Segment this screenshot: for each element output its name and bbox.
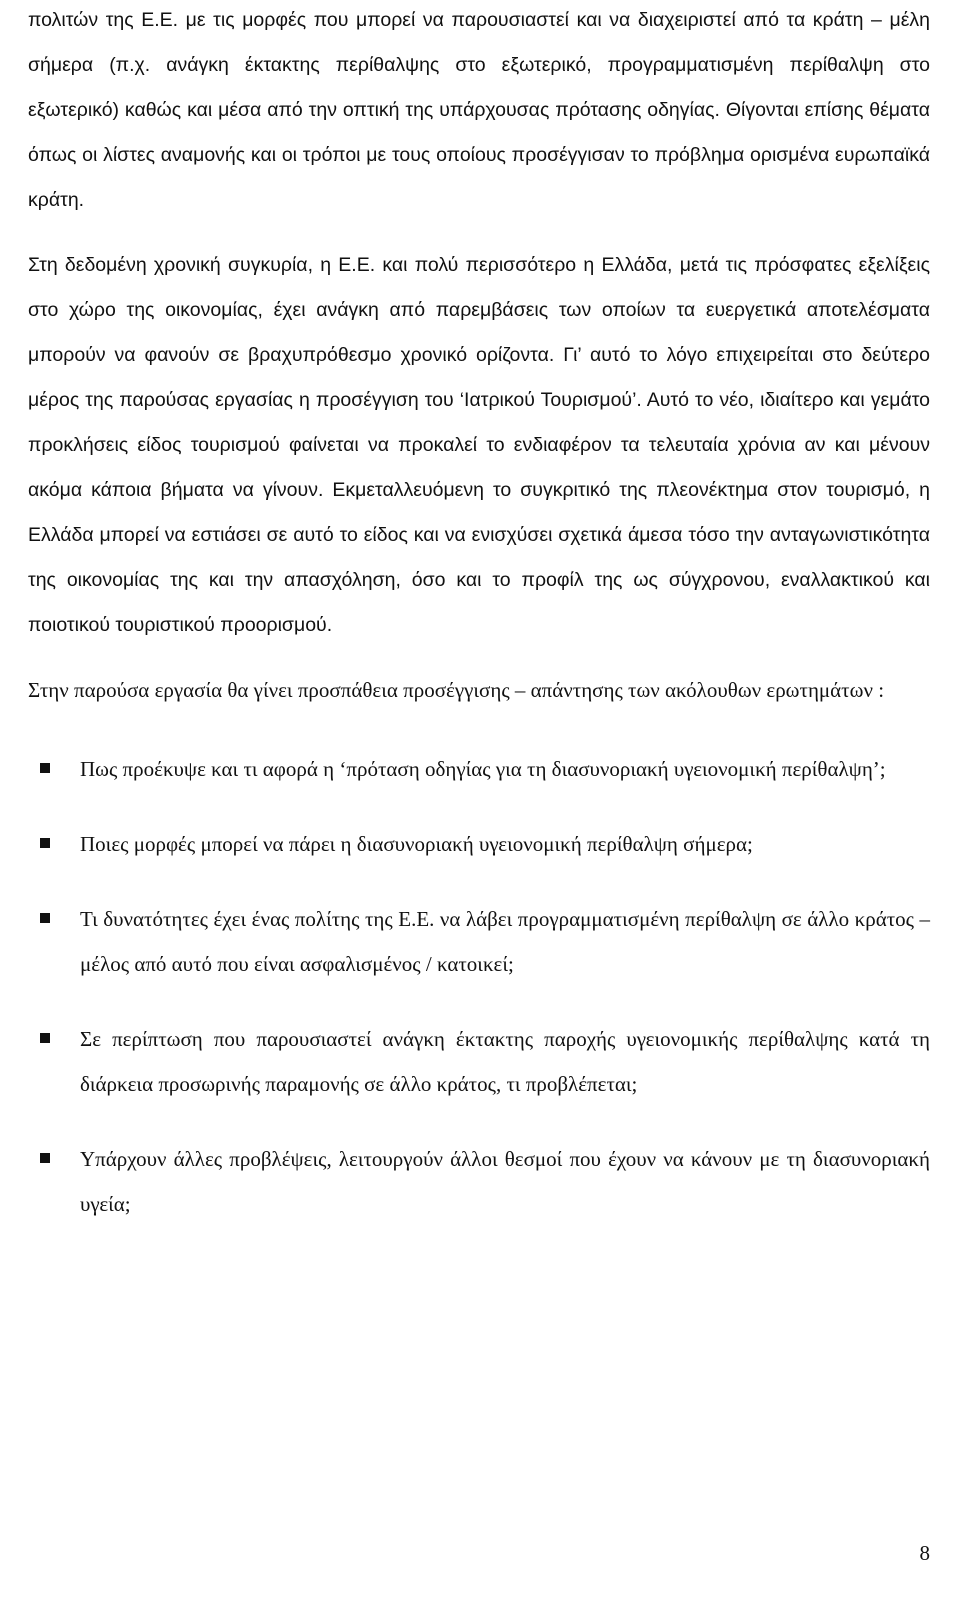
page-number: 8 xyxy=(919,1541,930,1565)
square-bullet-icon xyxy=(40,838,50,848)
paragraph-intro: πολιτών της Ε.Ε. με τις μορφές που μπορεί να παρουσιαστεί και να διαχειριστεί από τα κράτη – μέλη σήμερα (π.χ. ανάγκη έκτακτης περίθαλψης στο εξωτερικό, προγραμματισμένη περίθαλψη στο εξωτερικό) καθώς και μέσα από την οπτική της υπάρχουσας πρότασης οδηγίας. Θίγονται επίσης θέματα όπως οι λίστες αναμονής και οι τρόποι με τους οποίους προσέγγισαν το πρόβλημα ορισμένα ευρωπαϊκά κράτη. xyxy=(28,9,930,211)
question-text: Ποιες μορφές μπορεί να πάρει η διασυνοριακή υγειονομική περίθαλψη σήμερα; xyxy=(80,832,753,856)
square-bullet-icon xyxy=(40,763,50,773)
list-item xyxy=(28,1137,930,1227)
square-bullet-icon xyxy=(40,1153,50,1163)
paragraph-medical-tourism: Στη δεδομένη χρονική συγκυρία, η Ε.Ε. και πολύ περισσότερο η Ελλάδα, μετά τις πρόσφατες εξελίξεις στο χώρο της οικονομίας, έχει ανάγκη από παρεμβάσεις των οποίων τα ευεργετικά αποτελέσματα μπορούν να φανούν σε βραχυπρόθεσμο χρονικό ορίζοντα. Γι’ αυτό το λόγο επιχειρείται στο δεύτερο μέρος της παρούσας εργασίας η προσέγγιση του ‘Ιατρικού Τουρισμού’. Αυτό το νέο, ιδιαίτερο και γεμάτο προκλήσεις είδος τουρισμού φαίνεται να προκαλεί το ενδιαφέρον τα τελευταία χρόνια αν και μένουν ακόμα κάποια βήματα να γίνουν. Εκμεταλλευόμενη το συγκριτικό της πλεονέκτημα στον τουρισμό, η Ελλάδα μπορεί να εστιάσει σε αυτό το είδος και να ενισχύσει σχετικά άμεσα τόσο την ανταγωνιστικότητα της οικονομίας της και την απασχόληση, όσο και το προφίλ της ως σύγχρονου, εναλλακτικού και ποιοτικού τουριστικού προορισμού. xyxy=(28,254,930,636)
square-bullet-icon xyxy=(40,1033,50,1043)
list-item xyxy=(28,897,930,987)
square-bullet-icon xyxy=(40,913,50,923)
list-item xyxy=(28,747,930,792)
list-item xyxy=(28,822,930,867)
questions-list xyxy=(28,747,930,1227)
question-text: Πως προέκυψε και τι αφορά η ‘πρόταση οδηγίας για τη διασυνοριακή υγειονομική περίθαλψη’; xyxy=(80,757,886,781)
document-page xyxy=(28,0,930,1257)
question-text: Τι δυνατότητες έχει ένας πολίτης της Ε.Ε. να λάβει προγραμματισμένη περίθαλψη σε άλλο κράτος – μέλος από αυτό που είναι ασφαλισμένος / κατοικεί; xyxy=(80,907,930,976)
question-text: Σε περίπτωση που παρουσιαστεί ανάγκη έκτακτης παροχής υγειονομικής περίθαλψης κατά τη διάρκεια προσωρινής παραμονής σε άλλο κράτος, τι προβλέπεται; xyxy=(80,1027,930,1096)
list-item xyxy=(28,1017,930,1107)
question-text: Υπάρχουν άλλες προβλέψεις, λειτουργούν άλλοι θεσμοί που έχουν να κάνουν με τη διασυνοριακή υγεία; xyxy=(80,1147,930,1216)
paragraph-questions-intro: Στην παρούσα εργασία θα γίνει προσπάθεια προσέγγισης – απάντησης των ακόλουθων ερωτημάτων : xyxy=(28,678,885,702)
